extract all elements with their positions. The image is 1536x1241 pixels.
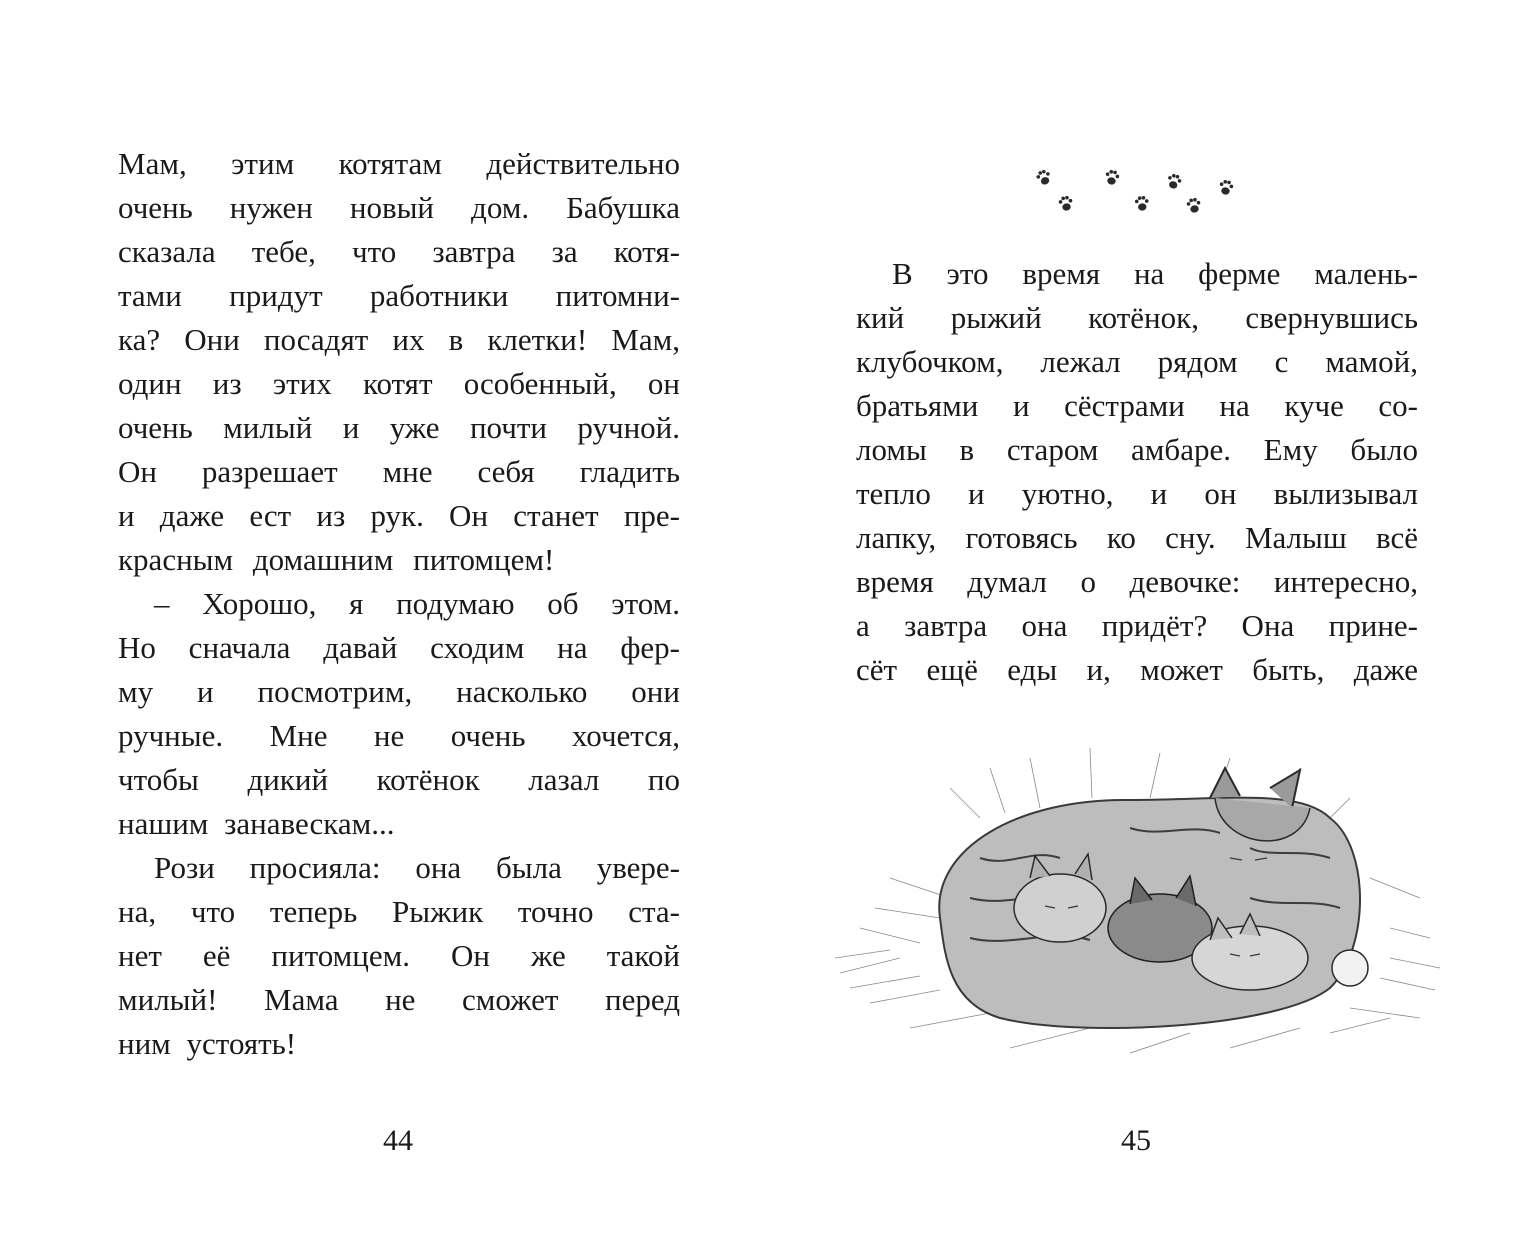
text-line: сказала тебе, что завтра за котя- [118, 234, 680, 269]
text-line: Но сначала давай сходим на фер- [118, 630, 680, 665]
text-line: Мам, этим котятам действительно [118, 146, 680, 181]
page-number: 44 [383, 1124, 413, 1157]
left-page-text [118, 142, 680, 1066]
text-line: очень милый и уже почти ручной. [118, 410, 680, 445]
text-line: нет её питомцем. Он же такой [118, 938, 680, 973]
text-line: тепло и уютно, и он вылизывал [856, 476, 1418, 511]
sleeping-cats-illustration [830, 728, 1450, 1068]
text-line: братьями и сёстрами на куче со- [856, 388, 1418, 423]
text-line: Он разрешает мне себя гладить [118, 454, 680, 489]
page-number: 45 [1121, 1124, 1151, 1157]
text-line: красным домашним питомцем! [118, 542, 555, 577]
text-line: ним устоять! [118, 1026, 297, 1061]
text-line: сёт ещё еды и, может быть, даже [856, 652, 1418, 687]
text-line: тами придут работники питомни- [118, 278, 680, 313]
text-line: на, что теперь Рыжик точно ста- [118, 894, 680, 929]
text-line: – Хорошо, я подумаю об этом. [154, 586, 680, 621]
text-line: кий рыжий котёнок, свернувшись [856, 300, 1418, 335]
text-line: время думал о девочке: интересно, [856, 564, 1418, 599]
text-line: чтобы дикий котёнок лазал по [118, 762, 680, 797]
text-line: один из этих котят особенный, он [118, 366, 680, 401]
text-line: клубочком, лежал рядом с мамой, [856, 344, 1418, 379]
right-page-text [856, 252, 1418, 692]
text-line: му и посмотрим, насколько они [118, 674, 680, 709]
text-line: и даже ест из рук. Он станет пре- [118, 498, 680, 533]
text-line: ка? Они посадят их в клетки! Мам, [118, 322, 680, 357]
text-line: ломы в старом амбаре. Ему было [856, 432, 1418, 467]
text-line: Рози просияла: она была увере- [154, 850, 680, 885]
text-line: нашим занавескам... [118, 806, 395, 841]
text-line: милый! Мама не сможет перед [118, 982, 680, 1017]
text-line: В это время на ферме малень- [892, 256, 1418, 291]
text-line: а завтра она придёт? Она прине- [856, 608, 1418, 643]
text-line: лапку, готовясь ко сну. Малыш всё [856, 520, 1418, 555]
text-line: очень нужен новый дом. Бабушка [118, 190, 680, 225]
text-line: ручные. Мне не очень хочется, [118, 718, 680, 753]
right-page [768, 0, 1536, 1241]
paw-prints-icon [1030, 160, 1250, 230]
